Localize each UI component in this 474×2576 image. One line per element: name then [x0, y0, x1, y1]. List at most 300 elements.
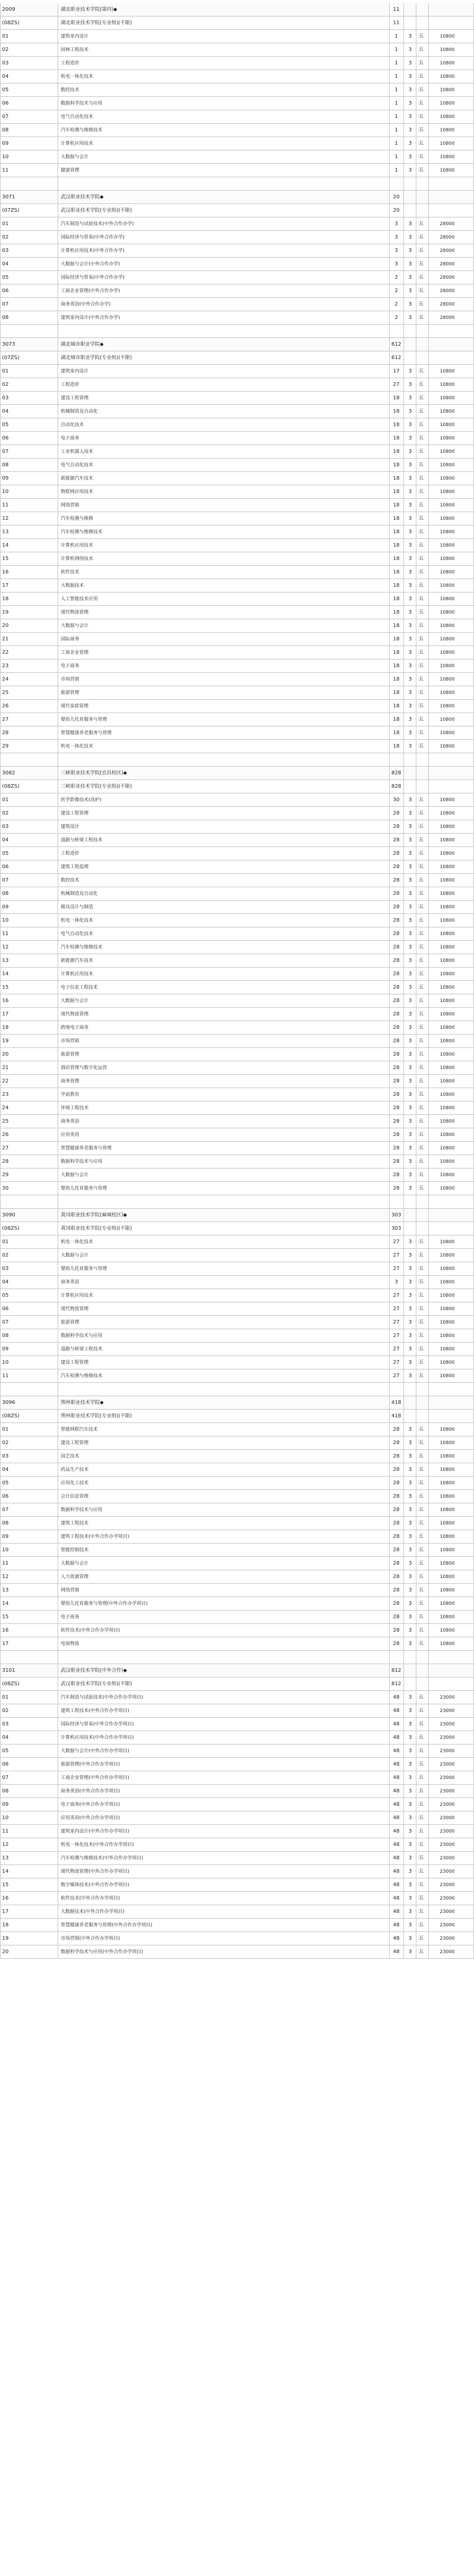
- table-row: [0, 1530, 474, 1544]
- row-name: 健康管理: [61, 168, 80, 173]
- row-name: 婴幼儿托育服务与管理(中外合作办学项目): [61, 1601, 148, 1606]
- table-row: [0, 1356, 474, 1369]
- table-row: [0, 968, 474, 981]
- row-name: 婴幼儿托育服务与管理: [61, 717, 108, 722]
- row-name: 数据科学技术与应用(中外合作办学项目): [61, 1950, 144, 1955]
- row-location: 五: [418, 435, 424, 441]
- row-plan-count: 303: [391, 1226, 401, 1231]
- spacer-row: [0, 177, 474, 191]
- row-location: 五: [418, 918, 424, 923]
- row-fee: 10800: [440, 61, 455, 66]
- row-name: 武汉职业技术学院(专业组)(不限): [61, 1681, 132, 1687]
- row-code: 11: [2, 502, 9, 508]
- row-code: 01: [2, 33, 9, 39]
- row-years: 3: [408, 1895, 412, 1901]
- row-code: 15: [2, 556, 9, 562]
- row-plan-count: 18: [393, 730, 400, 736]
- row-location: 五: [418, 958, 424, 963]
- table-row: [0, 311, 474, 325]
- row-code: 02: [2, 1708, 9, 1714]
- row-plan-count: 18: [393, 422, 400, 428]
- table-row: [0, 271, 474, 284]
- table-row: [0, 1852, 474, 1865]
- row-years: 3: [408, 918, 412, 923]
- row-plan-count: 28: [393, 1038, 400, 1044]
- row-fee: 10800: [440, 851, 455, 856]
- table-row: [0, 592, 474, 606]
- row-fee: 10800: [440, 824, 455, 829]
- row-name: 现代物流管理: [61, 1307, 89, 1312]
- table-row: [0, 1570, 474, 1584]
- table-row: [0, 1731, 474, 1744]
- row-name: 数据科学技术与应用: [61, 1159, 103, 1164]
- row-plan-count: 28: [393, 1118, 400, 1124]
- row-years: 3: [408, 1842, 412, 1848]
- row-plan-count: 28: [393, 1052, 400, 1057]
- table-row: [0, 445, 474, 459]
- row-fee: [432, 1677, 462, 1691]
- row-plan-count: 28: [393, 918, 400, 923]
- row-plan-count: 28: [393, 1601, 400, 1606]
- row-plan-count: 27: [393, 382, 400, 387]
- row-name: 建筑室内设计: [61, 369, 89, 374]
- row-plan-count: 1: [394, 114, 398, 120]
- row-code: 11: [2, 931, 9, 937]
- row-name: 软件技术(中外合作办学项目): [61, 1628, 120, 1633]
- row-years: 3: [408, 221, 412, 227]
- row-name: 数控技术: [61, 88, 80, 93]
- row-location: 五: [418, 1694, 424, 1700]
- row-years: 3: [408, 100, 412, 106]
- row-plan-count: 28: [393, 891, 400, 896]
- row-plan-count: [390, 1195, 402, 1209]
- row-location: 五: [418, 100, 424, 106]
- row-location: [416, 325, 426, 338]
- table-row: [0, 994, 474, 1008]
- row-name: 智能网联汽车技术: [61, 1427, 98, 1432]
- spacer-row: [0, 325, 474, 338]
- row-fee: 10800: [440, 731, 455, 736]
- row-name: 工商企业管理(中外合作办学项目): [61, 1775, 130, 1781]
- row-years: 3: [408, 275, 412, 280]
- table-row: [0, 97, 474, 110]
- table-row: [0, 1008, 474, 1021]
- row-years: 3: [408, 1319, 412, 1325]
- row-location: 五: [418, 1507, 424, 1513]
- row-fee: 10800: [440, 838, 455, 843]
- row-location: [416, 191, 426, 204]
- row-years: 3: [408, 1601, 412, 1606]
- row-plan-count: 28: [393, 1025, 400, 1030]
- row-location: 五: [418, 1252, 424, 1258]
- row-code: [2, 1383, 57, 1396]
- row-plan-count: 48: [393, 1909, 400, 1914]
- row-fee: 23000: [440, 1842, 455, 1848]
- table-row: [0, 1490, 474, 1503]
- row-years: 3: [408, 1025, 412, 1030]
- row-fee: 10800: [440, 1521, 455, 1526]
- row-name: 计算机应用技术(中外合作办学): [61, 248, 125, 253]
- row-location: 五: [418, 1306, 424, 1312]
- row-years: 3: [408, 1802, 412, 1807]
- row-location: [416, 3, 426, 16]
- row-name: 建筑设计: [61, 824, 80, 829]
- row-code: 10: [2, 154, 9, 160]
- row-location: 五: [418, 1587, 424, 1593]
- table-row: [0, 83, 474, 97]
- row-name: 武汉职业技术学院(专业组)(不限): [61, 208, 132, 213]
- table-row: [0, 1075, 474, 1088]
- row-code: 3071: [2, 194, 15, 200]
- row-code: 09: [2, 141, 9, 146]
- row-plan-count: 3: [394, 234, 398, 240]
- table-row: [0, 1021, 474, 1035]
- row-name: 商务英语: [61, 1280, 80, 1285]
- school-row: [0, 1209, 474, 1222]
- row-location: 五: [418, 609, 424, 615]
- row-plan-count: 48: [393, 1788, 400, 1794]
- row-years: [406, 1209, 415, 1222]
- row-location: 五: [418, 1159, 424, 1164]
- row-years: 3: [408, 1011, 412, 1017]
- row-years: 3: [408, 891, 412, 896]
- row-name: 智能控制技术: [61, 1548, 89, 1553]
- row-location: 五: [418, 1011, 424, 1017]
- row-years: 3: [408, 730, 412, 736]
- row-years: 3: [408, 60, 412, 66]
- row-fee: 10800: [440, 409, 455, 414]
- table-row: [0, 378, 474, 392]
- row-plan-count: 1: [394, 47, 398, 53]
- row-code: [2, 1651, 57, 1664]
- table-row: [0, 1276, 474, 1289]
- table-row: [0, 1302, 474, 1316]
- row-plan-count: 28: [393, 877, 400, 883]
- row-code: 03: [2, 1266, 9, 1272]
- row-code: 06: [2, 100, 9, 106]
- row-fee: 10800: [440, 905, 455, 910]
- row-code: 22: [2, 650, 9, 655]
- row-plan-count: 18: [393, 663, 400, 669]
- row-fee: 10800: [440, 1615, 455, 1620]
- row-years: 3: [408, 315, 412, 320]
- row-fee: 23000: [440, 1883, 455, 1888]
- row-location: [416, 1677, 426, 1691]
- row-fee: 10800: [440, 1454, 455, 1459]
- row-plan-count: 18: [393, 449, 400, 454]
- row-fee: 10800: [440, 1467, 455, 1472]
- row-name: 人工智能技术应用: [61, 597, 98, 602]
- row-code: 05: [2, 87, 9, 93]
- row-location: 五: [418, 1373, 424, 1379]
- row-code: 18: [2, 1025, 9, 1030]
- row-years: 3: [408, 1561, 412, 1566]
- row-fee: 10800: [440, 945, 455, 950]
- table-row: [0, 1477, 474, 1490]
- row-plan-count: 828: [391, 770, 401, 776]
- row-plan-count: 48: [393, 1708, 400, 1714]
- row-name: 医学影像技术(高护): [61, 798, 102, 803]
- table-row: [0, 646, 474, 659]
- row-location: [416, 351, 426, 365]
- table-row: [0, 1423, 474, 1436]
- row-location: 五: [418, 489, 424, 495]
- row-location: 五: [418, 1105, 424, 1111]
- spacer-row: [0, 1383, 474, 1396]
- table-row: [0, 418, 474, 432]
- row-fee: 10800: [440, 422, 455, 428]
- row-years: 3: [408, 1828, 412, 1834]
- row-location: 五: [418, 462, 424, 468]
- row-years: 3: [408, 248, 412, 253]
- table-row: [0, 914, 474, 927]
- row-plan-count: [390, 753, 402, 767]
- row-location: 五: [418, 1882, 424, 1888]
- row-code: 06: [2, 1761, 9, 1767]
- row-name: 旅游管理: [61, 1320, 80, 1325]
- row-years: 3: [408, 1440, 412, 1446]
- row-fee: 10800: [440, 637, 455, 642]
- row-fee: 10800: [440, 1561, 455, 1566]
- row-name: 大数据与会计: [61, 1173, 89, 1178]
- row-plan-count: 18: [393, 717, 400, 722]
- row-years: 3: [408, 1507, 412, 1513]
- row-plan-count: 1: [394, 87, 398, 93]
- table-row: [0, 1128, 474, 1142]
- row-code: 05: [2, 422, 9, 428]
- row-plan-count: 1: [394, 141, 398, 146]
- row-years: 3: [408, 516, 412, 521]
- table-row: [0, 1798, 474, 1811]
- row-fee: 10800: [440, 101, 455, 106]
- row-location: 五: [418, 851, 424, 856]
- row-fee: 23000: [440, 1695, 455, 1700]
- row-name: 环境工程技术: [61, 1106, 89, 1111]
- table-row: [0, 686, 474, 700]
- row-code: 06: [2, 864, 9, 870]
- row-plan-count: 48: [393, 1802, 400, 1807]
- row-location: 五: [418, 382, 424, 387]
- row-years: 3: [408, 690, 412, 696]
- row-fee: 10800: [440, 650, 455, 655]
- row-fee: 28000: [440, 262, 455, 267]
- row-location: 五: [418, 730, 424, 736]
- row-location: 五: [418, 449, 424, 454]
- table-row: [0, 1838, 474, 1852]
- row-location: 五: [418, 1453, 424, 1459]
- row-location: 五: [418, 74, 424, 79]
- row-plan-count: 2: [394, 301, 398, 307]
- row-years: 3: [408, 529, 412, 535]
- row-years: 3: [408, 1574, 412, 1580]
- row-location: [416, 1195, 426, 1209]
- row-location: [416, 1664, 426, 1677]
- row-code: 18: [2, 596, 9, 602]
- row-location: 五: [418, 502, 424, 508]
- table-row: [0, 1343, 474, 1356]
- row-fee: 10800: [440, 918, 455, 923]
- row-location: 五: [418, 663, 424, 669]
- row-years: [406, 1651, 415, 1664]
- row-fee: 10800: [440, 543, 455, 548]
- row-location: 五: [418, 1078, 424, 1084]
- row-fee: 10800: [440, 382, 455, 387]
- row-code: 05: [2, 1480, 9, 1486]
- row-fee: [432, 351, 462, 365]
- row-location: [416, 204, 426, 217]
- row-location: 五: [418, 703, 424, 709]
- row-code: 28: [2, 1159, 9, 1164]
- row-fee: 10800: [440, 1588, 455, 1593]
- table-row: [0, 432, 474, 445]
- row-name: 模具设计与制造: [61, 905, 94, 910]
- row-plan-count: 1: [394, 60, 398, 66]
- row-plan-count: 48: [393, 1828, 400, 1834]
- row-plan-count: 28: [393, 1520, 400, 1526]
- row-fee: 10800: [440, 155, 455, 160]
- row-code: 25: [2, 1118, 9, 1124]
- row-fee: [432, 325, 462, 338]
- table-row: [0, 1945, 474, 1959]
- row-fee: 10800: [440, 1494, 455, 1499]
- row-name: 计算机应用技术(中外合作办学项目): [61, 1735, 134, 1740]
- row-code: 27: [2, 717, 9, 722]
- row-code: 24: [2, 676, 9, 682]
- row-name: 网络营销: [61, 1588, 80, 1593]
- row-years: 3: [408, 114, 412, 120]
- row-location: 五: [418, 87, 424, 93]
- row-code: 10: [2, 918, 9, 923]
- row-fee: 10800: [440, 1186, 455, 1191]
- row-code: 26: [2, 1132, 9, 1138]
- row-name: 跨境电子商务: [61, 1025, 89, 1030]
- row-location: 五: [418, 1052, 424, 1057]
- row-name: 数据科学技术与应用: [61, 101, 103, 106]
- row-years: 3: [408, 1909, 412, 1914]
- table-row: [0, 901, 474, 914]
- row-years: 3: [408, 1882, 412, 1888]
- row-name: 应用化工技术: [61, 1481, 89, 1486]
- table-row: [0, 834, 474, 847]
- row-plan-count: 18: [393, 435, 400, 441]
- row-name: 国际经济与贸易(中外合作办学): [61, 235, 125, 240]
- row-years: 3: [408, 261, 412, 267]
- row-code: 01: [2, 221, 9, 227]
- row-plan-count: 28: [393, 1440, 400, 1446]
- row-name: 大数据与会计: [61, 155, 89, 160]
- row-code: 09: [2, 1534, 9, 1539]
- table-row: [0, 1811, 474, 1825]
- row-years: 3: [408, 1467, 412, 1472]
- row-location: 五: [418, 288, 424, 294]
- row-fee: 10800: [440, 168, 455, 173]
- column-divider: [0, 3, 1, 1959]
- row-code: 08: [2, 891, 9, 896]
- table-row: [0, 927, 474, 941]
- row-location: 五: [418, 221, 424, 227]
- row-location: 五: [418, 676, 424, 682]
- row-plan-count: 28: [393, 958, 400, 963]
- row-fee: 23000: [440, 1762, 455, 1767]
- row-location: [416, 1410, 426, 1423]
- row-code: (08ZS): [2, 20, 20, 26]
- row-plan-count: 18: [393, 529, 400, 535]
- row-name: 大数据与会计(中外合作办学): [61, 262, 120, 267]
- spacer-row: [0, 753, 474, 767]
- row-years: 3: [408, 154, 412, 160]
- row-code: 25: [2, 690, 9, 696]
- row-years: 3: [408, 127, 412, 133]
- row-location: [416, 767, 426, 780]
- row-fee: 28000: [440, 222, 455, 227]
- row-years: 3: [408, 1132, 412, 1138]
- row-location: 五: [418, 596, 424, 602]
- row-code: 08: [2, 1520, 9, 1526]
- row-years: 3: [408, 1453, 412, 1459]
- row-name: 网络营销: [61, 503, 80, 508]
- row-years: 3: [408, 234, 412, 240]
- row-location: 五: [418, 1132, 424, 1138]
- row-plan-count: 28: [393, 1547, 400, 1553]
- row-years: 3: [408, 47, 412, 53]
- row-plan-count: 48: [393, 1949, 400, 1955]
- row-name: 建筑工程监理: [61, 865, 89, 870]
- row-name: 武汉职业技术学院(中外合作)◆: [61, 1668, 127, 1673]
- row-fee: 10800: [440, 597, 455, 602]
- row-years: 3: [408, 502, 412, 508]
- group-row: [0, 1222, 474, 1235]
- row-years: 3: [408, 1480, 412, 1486]
- row-plan-count: 20: [393, 208, 400, 213]
- row-plan-count: 48: [393, 1855, 400, 1861]
- row-code: 03: [2, 824, 9, 829]
- row-years: [406, 780, 415, 793]
- table-row: [0, 1932, 474, 1945]
- row-fee: 10800: [440, 744, 455, 749]
- table-row: [0, 164, 474, 177]
- row-code: (08ZS): [2, 1226, 20, 1231]
- row-location: 五: [418, 1802, 424, 1807]
- row-name: 建设工程管理: [61, 1360, 89, 1365]
- row-location: [416, 1383, 426, 1396]
- row-location: 五: [418, 1520, 424, 1526]
- row-plan-count: 48: [393, 1815, 400, 1821]
- row-name: 电气自动化技术: [61, 931, 94, 937]
- row-years: 3: [408, 1869, 412, 1874]
- row-name: 智慧健康养老服务与管理: [61, 731, 112, 736]
- row-fee: 10800: [440, 865, 455, 870]
- row-name: 软件技术: [61, 570, 80, 575]
- row-location: 五: [418, 1936, 424, 1941]
- table-row: [0, 954, 474, 968]
- row-name: 智慧健康养老服务与管理(中外合作办学项目): [61, 1923, 153, 1928]
- school-row: [0, 3, 474, 16]
- row-plan-count: 28: [393, 1159, 400, 1164]
- row-code: 05: [2, 1748, 9, 1754]
- row-location: 五: [418, 1279, 424, 1285]
- row-years: 3: [408, 74, 412, 79]
- row-code: 06: [2, 288, 9, 294]
- row-fee: 10800: [440, 1320, 455, 1325]
- row-plan-count: 27: [393, 1239, 400, 1245]
- row-name: 汽车检测与维修技术(中外合作办学项目): [61, 1856, 144, 1861]
- row-years: 3: [408, 1587, 412, 1593]
- row-name: 电子商务(中外合作办学项目): [61, 1802, 120, 1807]
- table-row: [0, 941, 474, 954]
- table-row: [0, 1316, 474, 1329]
- row-fee: 10800: [440, 1347, 455, 1352]
- row-code: 02: [2, 1440, 9, 1446]
